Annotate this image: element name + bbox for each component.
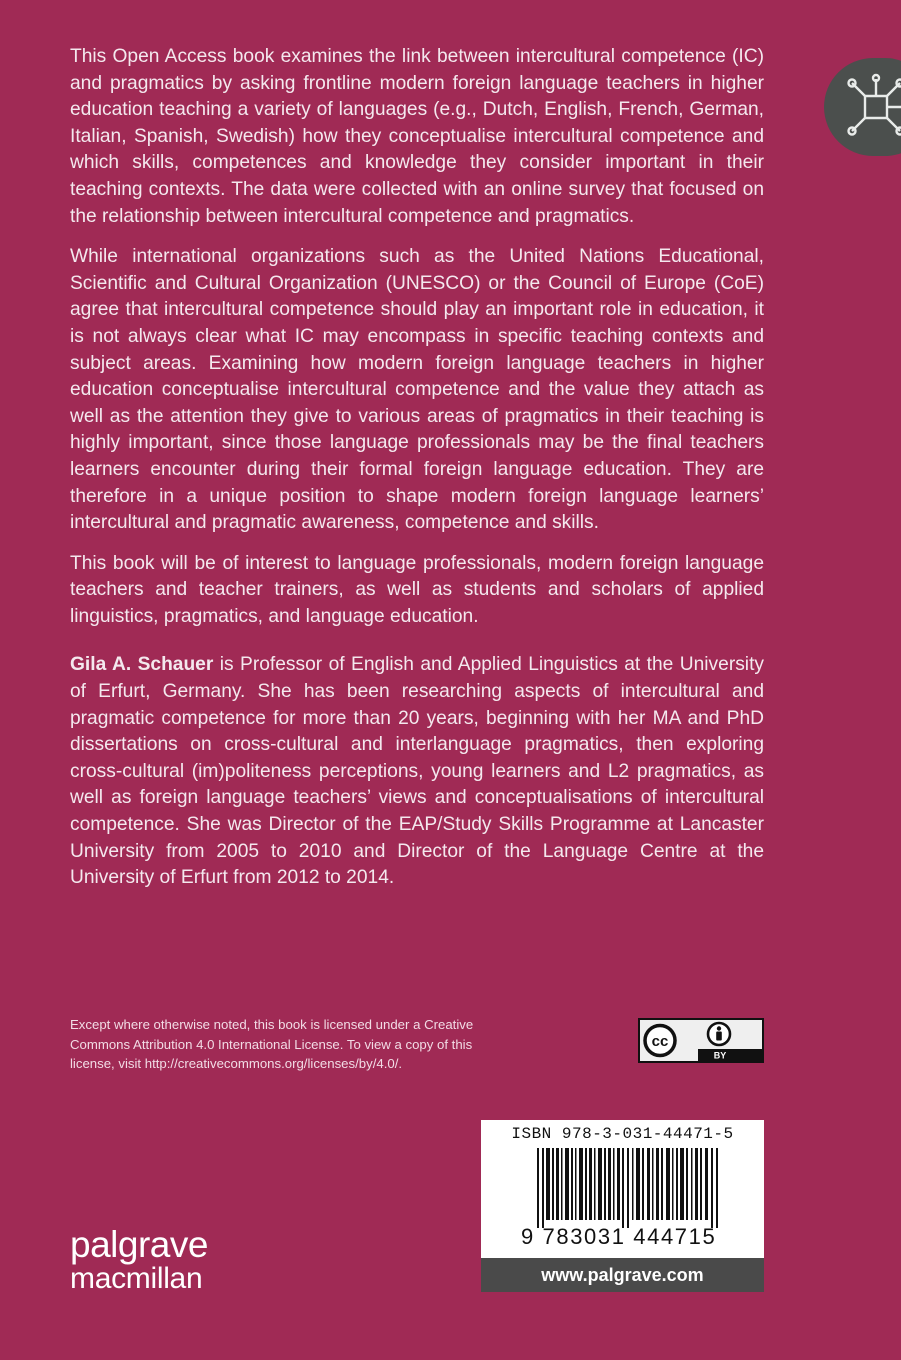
blurb-paragraph-1: This Open Access book examines the link between intercultural competence (IC) and pragmatics by asking frontline modern foreign language teachers in higher education teaching a variety of languages (e.g., Dutch, English, French, German, Italian, Spanish, Swedish) how they conceptualise intercultural competence and which skills, competences and knowledge they consider important in their teaching contexts. The data were collected with an online survey that focused on the relationship between intercultural competence and pragmatics.: [70, 46, 764, 227]
blurb-paragraph-3: This book will be of interest to language professionals, modern foreign language teachers and teacher trainers, as well as students and scholars of applied linguistics, pragmatics, and language education.: [70, 552, 764, 627]
barcode-bars: [537, 1148, 727, 1228]
barcode-digits: 9 783031 444715: [521, 1224, 717, 1249]
back-cover-blurb: [70, 44, 764, 906]
isbn-barcode: [481, 1120, 764, 1292]
publisher-url[interactable]: www.palgrave.com: [481, 1258, 764, 1292]
cc-by-badge[interactable]: [638, 1018, 764, 1063]
palgrave-series-icon: [840, 71, 901, 143]
author-bio: [70, 652, 764, 891]
by-label: BY: [713, 1050, 727, 1061]
blurb-paragraph-2: While international organizations such as the United Nations Educational, Scientific and Cultural Organization (UNESCO) or the Council of Europe (CoE) agree that intercultural competence should play an important role in education, it is not always clear what IC may encompass in specific teaching contexts and subject areas. Examining how modern foreign language teachers in higher education conceptualise intercultural competence and the value they attach as well as the attention they give to various areas of pragmatics in their teaching is highly important, since those language professionals may be the final teachers learners encounter during their formal foreign language education. They are therefore in a unique position to shape modern foreign language learners’ intercultural and pragmatic awareness, competence and skills.: [70, 246, 764, 534]
publisher-logo-line-2: macmillan: [70, 1262, 203, 1295]
publisher-logo-line-1: palgrave: [70, 1224, 208, 1265]
author-name: Gila A. Schauer: [70, 654, 214, 676]
license-notice: Except where otherwise noted, this book is licensed under a Creative Commons Attribution 4.0 International License. To view a copy of this license, visit http://creativecommons.org/licenses/by/4.0/.: [70, 1017, 474, 1072]
author-bio-text: is Professor of English and Applied Linguistics at the University of Erfurt, Germany. She has been researching aspects of intercultural and pragmatic competence for more than 20 years, beginning with her MA and PhD dissertations on cross-cultural and interlanguage pragmatics, then exploring cross-cultural (im)politeness perceptions, young learners and L2 pragmatics, as well as foreign language teachers’ views and conceptualisations of intercultural competence. She was Director of the EAP/Study Skills Programme at Lancaster University from 2005 to 2010 and Director of the Language Centre at the University of Erfurt from 2012 to 2014.: [70, 654, 764, 889]
cc-glyph: cc: [651, 1033, 669, 1050]
isbn-number: ISBN 978-3-031-44471-5: [511, 1125, 734, 1143]
publisher-logo: [70, 1224, 208, 1296]
series-badge: [824, 58, 901, 156]
